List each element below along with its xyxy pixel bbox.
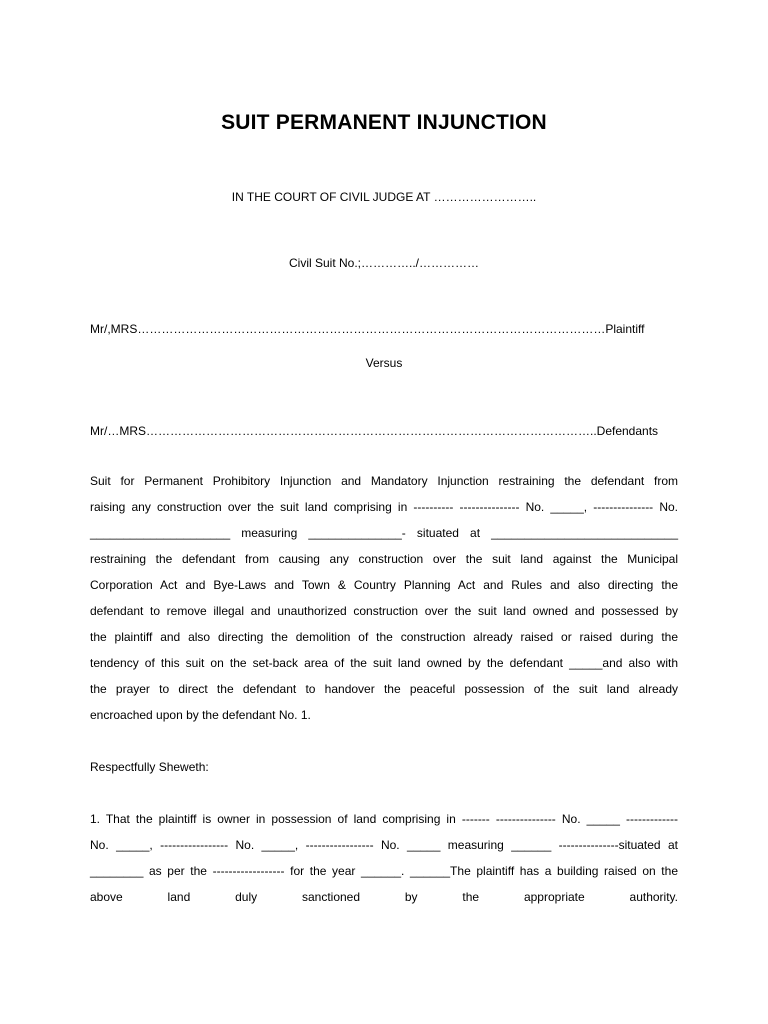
court-line: IN THE COURT OF CIVIL JUDGE AT ……………………..: [231, 190, 537, 204]
prayer-line: Corporation Act and Bye-Laws and Town & Country Planning Act and Rules and also directing the: [90, 578, 678, 592]
prayer-paragraph: [90, 468, 678, 728]
paragraph-1-line: ________ as per the ------------------ for the year ______. ______The plaintiff has a building raised on the: [90, 864, 678, 878]
plaintiff-line: Mr/,MRS………………………………………………………………………………………………………Plaintiff: [90, 322, 645, 336]
paragraph-1-line: above land duly sanctioned by the appropriate authority.: [90, 890, 678, 904]
paragraph-1-line: 1. That the plaintiff is owner in possession of land comprising in ------- --------------- No. _____ -------------: [90, 812, 678, 826]
paragraph-1: [90, 806, 678, 910]
prayer-line: _____________________ measuring ______________- situated at ____________________________: [90, 526, 678, 540]
defendant-line: Mr/…MRS…………………………………………………………………………………………………..Defendants: [90, 424, 659, 438]
prayer-line: Suit for Permanent Prohibitory Injunction and Mandatory Injunction restraining the defendant from: [90, 474, 678, 488]
prayer-line: the plaintiff and also directing the demolition of the construction already raised or raised during the: [90, 630, 678, 644]
prayer-line: restraining the defendant from causing any construction over the suit land against the Municipal: [90, 552, 678, 566]
civil-suit-number: Civil Suit No.;…………../……………: [288, 256, 480, 270]
prayer-line: raising any construction over the suit land comprising in ---------- --------------- No. _____, --------------- No.: [90, 500, 678, 514]
prayer-line: defendant to remove illegal and unauthorized construction over the suit land owned and possessed by: [90, 604, 678, 618]
prayer-line: the prayer to direct the defendant to handover the peaceful possession of the suit land already: [90, 682, 678, 696]
prayer-line: encroached upon by the defendant No. 1.: [90, 708, 311, 722]
respectfully-heading: Respectfully Sheweth:: [90, 760, 209, 774]
prayer-line: tendency of this suit on the set-back area of the suit land owned by the defendant _____and also with: [90, 656, 678, 670]
paragraph-1-line: No. _____, ----------------- No. _____, ----------------- No. _____ measuring ______ ---------------situated at: [90, 838, 678, 852]
versus-label: Versus: [365, 356, 403, 370]
document-title: SUIT PERMANENT INJUNCTION: [221, 111, 547, 134]
